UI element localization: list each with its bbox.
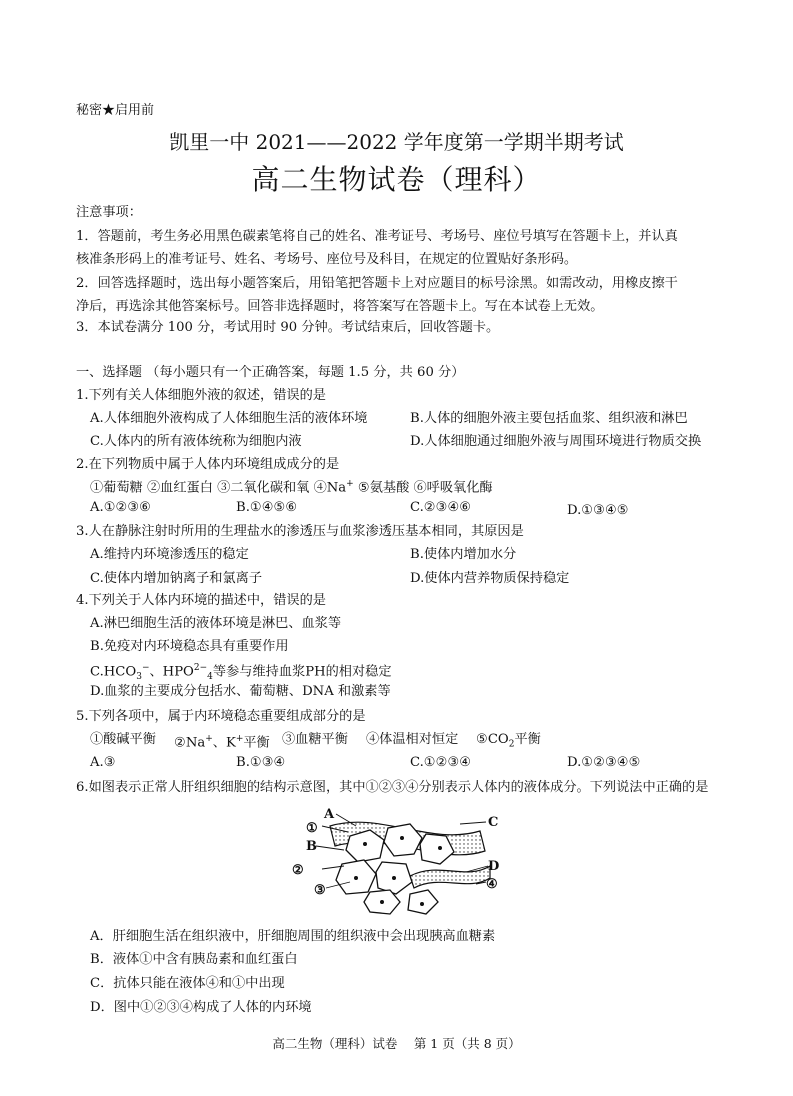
q6-option-b: B．液体①中含有胰岛素和血红蛋白 [90,952,298,967]
notice-item-2-line-1: 2．回答选择题时，选出每小题答案后，用铅笔把答题卡上对应题目的标号涂黑。如需改动，用橡皮擦干 [76,276,678,291]
q6-stem: 6.如图表示正常人肝组织细胞的结构示意图，其中①②③④分别表示人体内的液体成分。下列说法中正确的是 [76,780,709,795]
q4-option-a: A.淋巴细胞生活的液体环境是淋巴、血浆等 [90,616,342,631]
notice-item-2-line-2: 净后，再选涂其他答案标号。回答非选择题时，将答案写在答题卡上。写在本试卷上无效。 [76,299,604,314]
notice-item-1-line-2: 核准条形码上的准考证号、姓名、考场号、座位号及科目，在规定的位置贴好条形码。 [76,252,578,267]
liver-tissue-diagram [290,806,510,918]
q5-item-1: ①酸碱平衡 [90,732,156,747]
exam-title: 凯里一中 2021——2022 学年度第一学期半期考试 [169,130,624,154]
q1-option-a: A.人体细胞外液构成了人体细胞生活的液体环境 [90,411,368,426]
fig-label-c: C [488,815,499,830]
notice-heading: 注意事项： [76,205,142,220]
q6-option-d: D．图中①②③④构成了人体的内环境 [90,1000,312,1015]
q5-item-4: ④体温相对恒定 [366,732,459,747]
q2-option-b: B.①④⑤⑥ [236,500,298,515]
q2-items: ①葡萄糖 ②血红蛋白 ③二氧化碳和氧 ④Na+ ⑤氨基酸 ⑥呼吸氧化酶 [90,479,493,496]
q5-item-2: ②Na+、K+平衡 [174,734,270,751]
q2-option-c: C.②③④⑥ [410,500,472,515]
q1-stem: 1.下列有关人体细胞外液的叙述，错误的是 [76,388,326,403]
fig-label-3: ③ [314,883,326,898]
q2-option-d: D.①③④⑤ [567,503,629,518]
q6-option-c: C．抗体只能在液体④和①中出现 [90,976,285,991]
fig-label-2: ② [292,863,304,878]
fig-label-1: ① [306,821,318,836]
q4-option-b: B.免疫对内环境稳态具有重要作用 [90,639,289,654]
q5-option-c: C.①②③④ [410,755,472,770]
q1-option-b: B.人体的细胞外液主要包括血浆、组织液和淋巴 [410,411,688,426]
q4-option-d: D.血浆的主要成分包括水、葡萄糖、DNA 和激素等 [90,684,391,699]
q2-stem: 2.在下列物质中属于人体内环境组成成分的是 [76,457,340,472]
q3-stem: 3.人在静脉注射时所用的生理盐水的渗透压与血浆渗透压基本相同，其原因是 [76,524,524,539]
notice-item-3: 3．本试卷满分 100 分，考试用时 90 分钟。考试结束后，回收答题卡。 [76,320,500,335]
page-footer: 高二生物（理科）试卷 第 1 页（共 8 页） [272,1036,521,1051]
q5-item-5: $⑤CO_2$平衡 [476,732,541,750]
q3-option-b: B.使体内增加水分 [410,547,517,562]
paper-title: 高二生物试卷（理科） [251,163,542,196]
q4-option-c: $C.HCO_3^-$、$HPO^{2-}_4$等参与维持血浆PH的相对稳定 [90,663,392,683]
q2-option-a: A.①②③⑥ [90,500,152,515]
fig-label-b: B [306,839,317,854]
notice-item-1-line-1: 1．答题前，考生务必用黑色碳素笔将自己的姓名、准考证号、考场号、座位号填写在答题卡上，并认真 [76,229,678,244]
fig-label-4: ④ [486,877,498,892]
q1-option-c: C.人体内的所有液体统称为细胞内液 [90,434,302,449]
confidential-label: 秘密★启用前 [76,103,155,118]
q6-option-a: A．肝细胞生活在组织液中，肝细胞周围的组织液中会出现胰高血糖素 [90,929,496,944]
q4-stem: 4.下列关于人体内环境的描述中，错误的是 [76,593,326,608]
fig-label-a: A [324,807,335,822]
q5-option-d: D.①②③④⑤ [567,755,641,770]
q5-option-a: A.③ [90,755,116,770]
q5-item-3: ③血糖平衡 [282,732,348,747]
q1-option-d: D.人体细胞通过细胞外液与周围环境进行物质交换 [410,434,702,449]
q5-stem: 5.下列各项中，属于内环境稳态重要组成部分的是 [76,709,366,724]
fig-label-d: D [488,859,500,874]
q3-option-a: A.维持内环境渗透压的稳定 [90,547,249,562]
q5-option-b: B.①③④ [236,755,286,770]
q3-option-d: D.使体内营养物质保持稳定 [410,571,570,586]
section-title: 一、选择题 （每小题只有一个正确答案，每题 1.5 分，共 60 分） [76,365,465,380]
q3-option-c: C.使体内增加钠离子和氯离子 [90,571,263,586]
